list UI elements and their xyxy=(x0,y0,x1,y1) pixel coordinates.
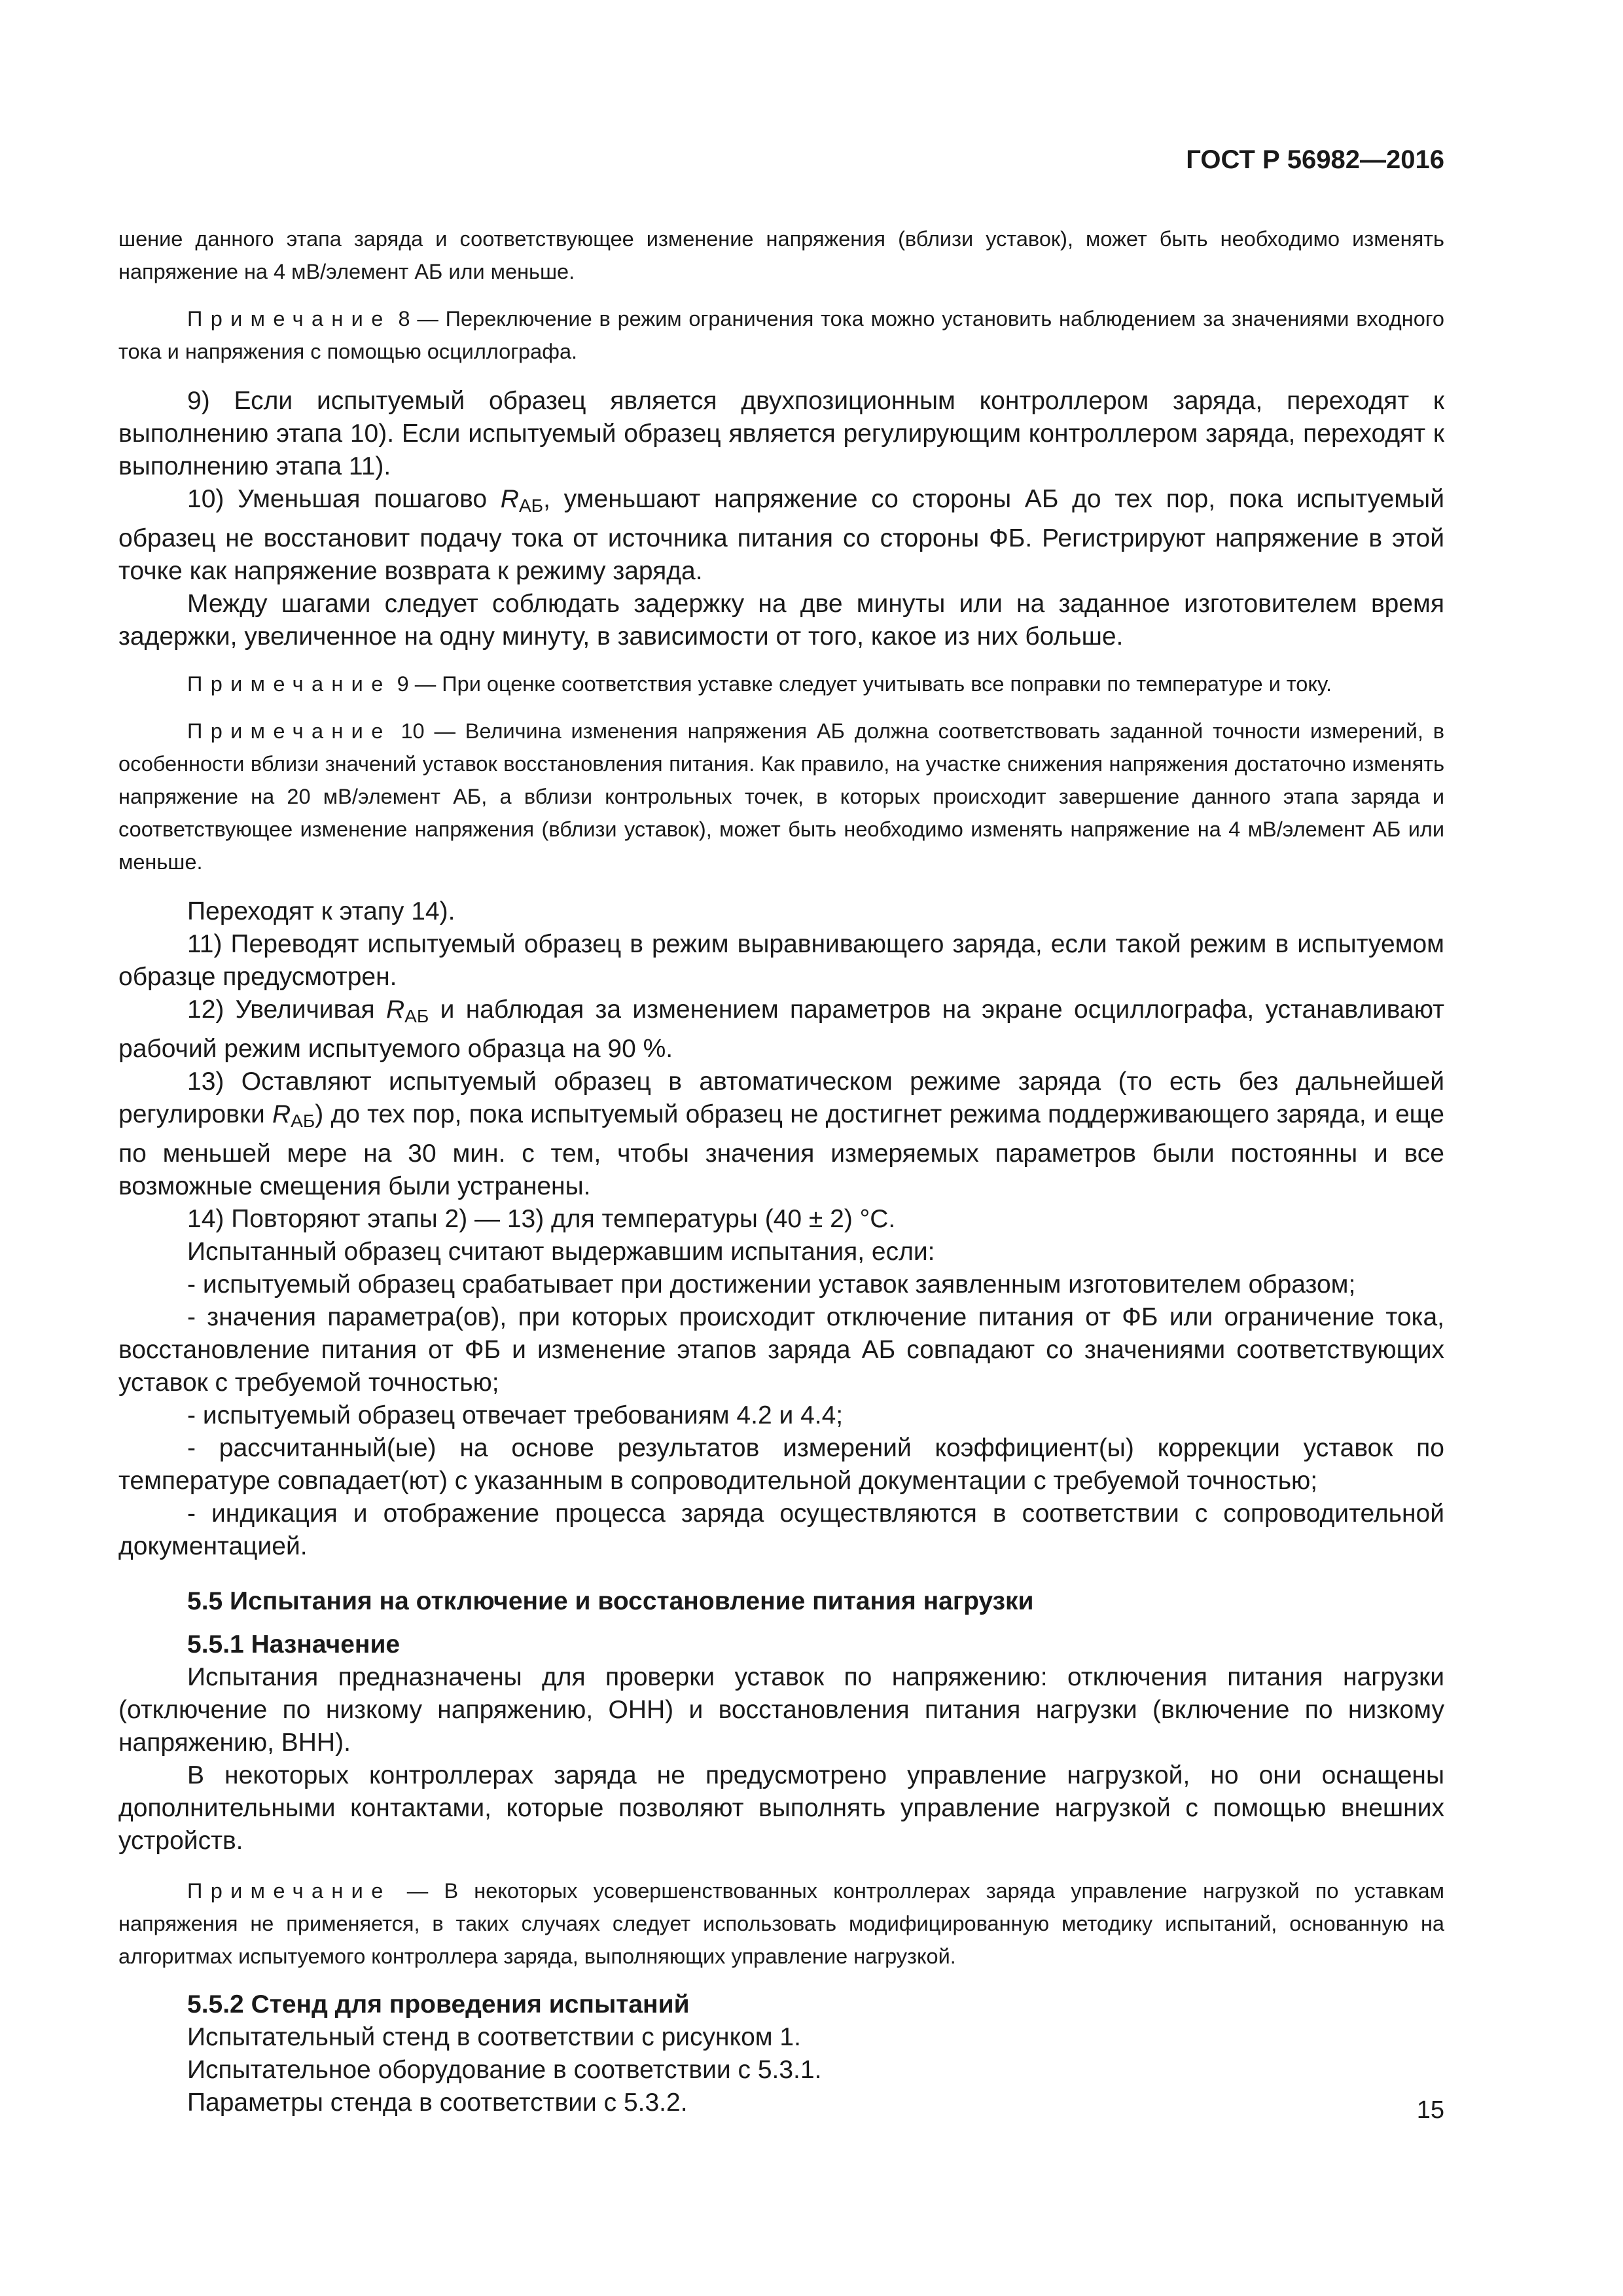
criteria-item: - значения параметра(ов), при которых происходит отключение питания от ФБ или ограничение тока, восстановление питания от ФБ и изменение этапов заряда АБ совпадают со значениями соответствующих уставок с требуемой точностью; xyxy=(118,1303,1444,1397)
criteria-item: - испытуемый образец срабатывает при достижении уставок заявленным изготовителем образом; xyxy=(187,1270,1356,1299)
criteria-item: - рассчитанный(ые) на основе результатов измерений коэффициент(ы) коррекции уставок по температуре совпадает(ют) с указанным в сопроводительной документации с требуемой точностью; xyxy=(118,1434,1444,1496)
section-5-5-2-heading: 5.5.2 Стенд для проведения испытаний xyxy=(187,1990,690,2019)
r-subscript: АБ xyxy=(404,1006,429,1027)
step-11: 11) Переводят испытуемый образец в режим выравнивающего заряда, если такой режим в испытуемом образце предусмотрен. xyxy=(118,930,1444,992)
note-10-text: 10 — Величина изменения напряжения АБ должна соответствовать заданной точности измерений, в особенности вблизи значений уставок восстановления питания. Как правило, на участке снижения напряжения достаточно изменять напряжение на 20 мВ/элемент АБ, а вблизи контрольных точек, в которых происходит завершение данного этапа заряда и соответствующее изменение напряжения (вблизи уставок), может быть необходимо изменять напряжение на 4 мВ/элемент АБ или меньше. xyxy=(118,719,1444,874)
r-symbol: R xyxy=(385,996,405,1024)
section-5-5-1-heading: 5.5.1 Назначение xyxy=(187,1630,401,1659)
r-symbol: R xyxy=(500,485,519,513)
delay-paragraph: Между шагами следует соблюдать задержку на две минуты или на заданное изготовителем время задержки, увеличенное на одну минуту, в зависимости от того, какое из них больше. xyxy=(118,590,1444,651)
section-5-5-1-paragraph-2: В некоторых контроллерах заряда не предусмотрено управление нагрузкой, но они оснащены дополнительными контактами, которые позволяют выполнять управление нагрузкой с помощью внешних устройств. xyxy=(118,1761,1444,1856)
criteria-item: - индикация и отображение процесса заряда осуществляются в соответствии с сопроводительной документацией. xyxy=(118,1499,1444,1561)
r-symbol: R xyxy=(272,1100,291,1129)
criteria-item: - испытуемый образец отвечает требованиям 4.2 и 4.4; xyxy=(187,1401,844,1430)
note-label: Примечание xyxy=(187,1879,391,1903)
continued-text: шение данного этапа заряда и соответствующее изменение напряжения (вблизи уставок), может быть необходимо изменять напряжение на 4 мВ/элемент АБ или меньше. xyxy=(118,227,1444,283)
page-content xyxy=(118,223,1444,2119)
r-subscript: АБ xyxy=(518,495,544,516)
note-10 xyxy=(118,715,1444,878)
note-9 xyxy=(118,668,1444,700)
step-12: 12) Увеличивая $R_{АБ}$ и наблюдая за изменением параметров на экране осциллографа, устанавливают рабочий режим испытуемого образца на 90 %. xyxy=(118,996,1444,1064)
page-number: 15 xyxy=(1416,2096,1444,2124)
note-label: Примечание xyxy=(187,672,391,696)
section-5-5-2-line-3: Параметры стенда в соответствии с 5.3.2. xyxy=(187,2089,688,2117)
note-load xyxy=(118,1874,1444,1973)
step-14: 14) Повторяют этапы 2) — 13) для температуры (40 ± 2) °С. xyxy=(187,1205,896,1234)
step-10: 10) Уменьшая пошагово $R_{АБ}$, уменьшают напряжение со стороны АБ до тех пор, пока испытуемый образец не восстановит подачу тока от источника питания со стороны ФБ. Регистрируют напряжение в этой точке как напряжение возврата к режиму заряда. xyxy=(118,485,1444,586)
section-5-5-2-line-1: Испытательный стенд в соответствии с рисунком 1. xyxy=(187,2023,801,2052)
goto-step-14: Переходят к этапу 14). xyxy=(187,897,455,926)
step-9: 9) Если испытуемый образец является двухпозиционным контроллером заряда, переходят к выполнению этапа 10). Если испытуемый образец является регулирующим контроллером заряда, переходят к выполнению этапа 11). xyxy=(118,387,1444,480)
section-5-5-1-paragraph-1: Испытания предназначены для проверки уставок по напряжению: отключения питания нагрузки (отключение по низкому напряжению, ОНН) и восстановления питания нагрузки (включение по низкому напряжению, ВНН). xyxy=(118,1663,1444,1757)
section-5-5-2-line-2: Испытательное оборудование в соответствии с 5.3.1. xyxy=(187,2056,822,2085)
note-label: Примечание xyxy=(187,719,391,744)
note-load-text: — В некоторых усовершенствованных контроллерах заряда управление нагрузкой по уставкам напряжения не применяется, в таких случаях следует использовать модифицированную методику испытаний, основанную на алгоритмах испытуемого контроллера заряда, выполняющих управление нагрузкой. xyxy=(118,1879,1444,1969)
note-8-text: 8 — Переключение в режим ограничения тока можно установить наблюдением за значениями входного тока и напряжения с помощью осциллографа. xyxy=(118,307,1444,363)
step-13: 13) Оставляют испытуемый образец в автоматическом режиме заряда (то есть без дальнейшей регулировки $R_{АБ}$) до тех пор, пока испытуемый образец не достигнет режима поддерживающего заряда, и еще по меньшей мере на 30 мин. с тем, чтобы значения измеряемых параметров были постоянны и все возможные смещения были устранены. xyxy=(118,1067,1444,1201)
standard-header: ГОСТ Р 56982—2016 xyxy=(1186,145,1444,174)
note-label: Примечание xyxy=(187,307,391,331)
note-8 xyxy=(118,302,1444,368)
note-9-text: 9 — При оценке соответствия уставке следует учитывать все поправки по температуре и току. xyxy=(397,672,1332,696)
passed-intro: Испытанный образец считают выдержавшим испытания, если: xyxy=(187,1238,935,1266)
section-5-5-heading: 5.5 Испытания на отключение и восстановление питания нагрузки xyxy=(187,1587,1034,1616)
r-subscript: АБ xyxy=(291,1111,315,1132)
